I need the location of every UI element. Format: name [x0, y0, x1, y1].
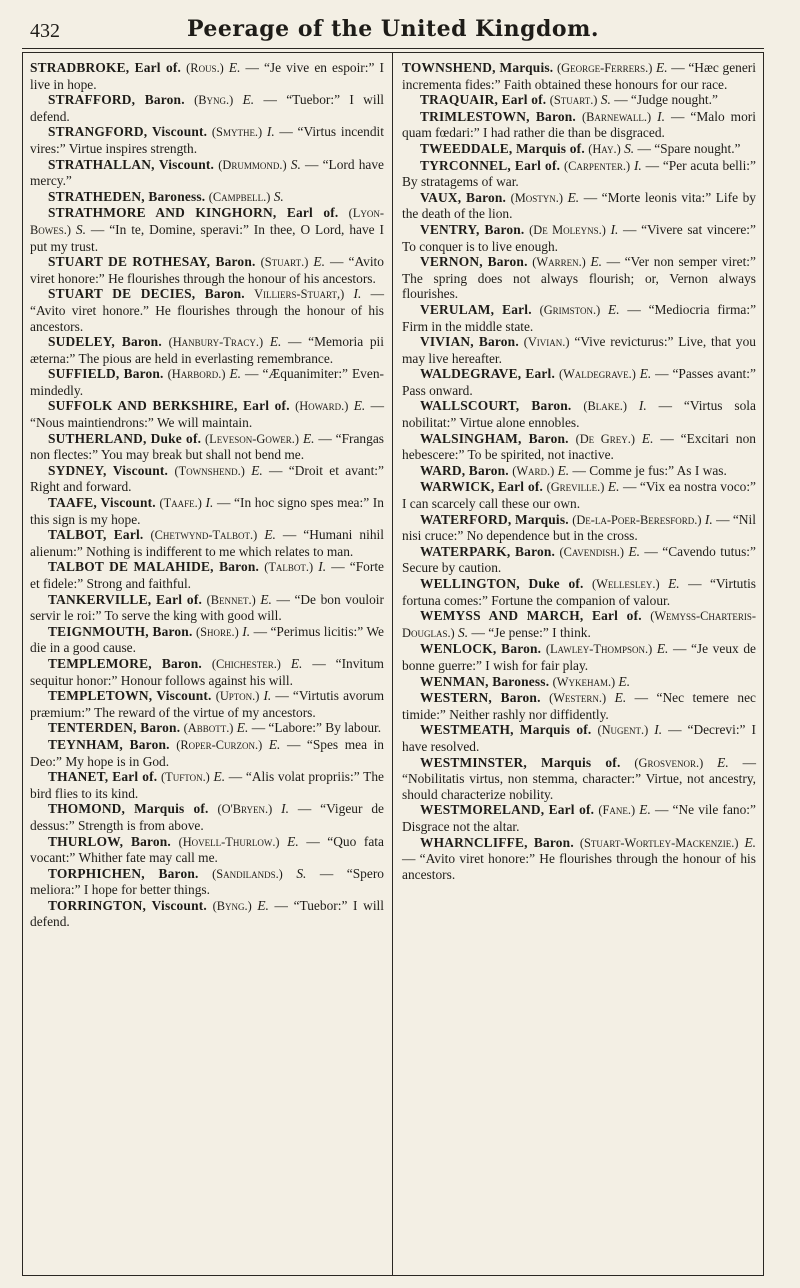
- peerage-entry: [402, 512, 756, 544]
- entry-peerage-abbr: E.: [353, 398, 366, 414]
- peerage-entry: [402, 158, 756, 190]
- entry-title: THANET, Earl of.: [48, 769, 158, 785]
- entry-title: VENTRY, Baron.: [420, 221, 525, 237]
- peerage-entry: [30, 834, 384, 866]
- entry-motto: — “Æquanimiter:” Even-mindedly.: [30, 366, 384, 398]
- entry-peerage-abbr: I.: [266, 124, 275, 140]
- entry-family-name: (Harbord.): [167, 367, 226, 382]
- peerage-entry: [402, 60, 756, 92]
- entry-family-name: (Ward.): [512, 463, 555, 478]
- entry-title: TEIGNMOUTH, Baron.: [48, 623, 193, 639]
- peerage-entry: [402, 802, 756, 834]
- entry-peerage-abbr: E.: [229, 366, 242, 382]
- entry-title: WENMAN, Baroness.: [420, 673, 550, 689]
- entry-family-name: (Howard.): [295, 399, 349, 414]
- peerage-entry: [402, 463, 756, 480]
- entry-peerage-abbr: I.: [318, 559, 327, 575]
- peerage-entry: [402, 431, 756, 463]
- peerage-entry: [402, 544, 756, 576]
- entry-family-name: (Upton.): [215, 689, 260, 704]
- entry-motto: — “Je pense:” I think.: [471, 624, 591, 640]
- peerage-entry: [30, 463, 384, 495]
- entry-peerage-abbr: I.: [281, 801, 289, 817]
- entry-motto: — “Humani nihil alienum:” Nothing is indifferent to me which relates to man.: [30, 527, 384, 559]
- entry-title: WALLSCOURT, Baron.: [420, 398, 572, 414]
- entry-motto: — “Virtutis fortuna comes:” Fortune the companion of valour.: [402, 576, 757, 608]
- entry-peerage-abbr: E.: [590, 254, 602, 270]
- entry-family-name: (Sandilands.): [212, 866, 283, 881]
- entry-title: STRADBROKE, Earl of.: [30, 60, 182, 75]
- entry-family-name: (Cavendish.): [559, 544, 624, 559]
- peerage-entry: [30, 189, 384, 206]
- entry-family-name: (Stuart-Wortley-Mackenzie.): [579, 835, 739, 850]
- peerage-entry: [30, 334, 384, 366]
- peerage-entry: [402, 366, 756, 398]
- entry-title: WHARNCLIFFE, Baron.: [420, 834, 574, 850]
- entry-motto: — “Hæc generi incrementa fides:” Faith obtained these honours for our race.: [402, 60, 756, 92]
- peerage-entry: [402, 109, 756, 141]
- entry-motto: — “Spare nought.”: [637, 140, 741, 156]
- entry-motto: — “Spero meliora:” I hope for better things.: [30, 865, 384, 898]
- peerage-entry: [402, 608, 756, 641]
- entry-motto: — “Per acuta belli:” By stratagems of war.: [402, 157, 756, 190]
- entry-motto: — “Nobilitatis virtus, non stemma, character:” Virtue, not ancestry, should characterize nobility.: [402, 754, 756, 802]
- entry-family-name: (Campbell.): [208, 189, 271, 204]
- entry-family-name: (Wemyss-Charteris-Douglas.): [402, 609, 756, 640]
- entry-motto: — “Alis volat propriis:” The bird flies to its kind.: [30, 769, 384, 801]
- entry-peerage-abbr: I.: [205, 495, 214, 511]
- entry-peerage-abbr: S.: [600, 92, 611, 108]
- entry-title: WATERFORD, Marquis.: [420, 511, 569, 527]
- entry-title: SUDELEY, Baron.: [48, 334, 162, 350]
- entry-family-name: (De-la-Poer-Beresford.): [572, 512, 702, 527]
- entry-motto: “Vive revicturus:” Live, that you may live hereafter.: [402, 334, 756, 366]
- entry-title: STRATHEDEN, Baroness.: [48, 188, 206, 204]
- peerage-entry: [30, 866, 384, 898]
- entry-title: TORRINGTON, Viscount.: [48, 897, 207, 913]
- entry-title: WESTMEATH, Marquis of.: [420, 722, 592, 738]
- entry-peerage-abbr: I.: [638, 398, 647, 414]
- peerage-entry: [30, 559, 384, 591]
- entry-motto: — “Vix ea nostra voco:” I can scarcely call these our own.: [402, 479, 756, 512]
- entry-peerage-abbr: E.: [656, 60, 668, 75]
- entry-title: VIVIAN, Baron.: [420, 334, 519, 350]
- entry-motto: — “Mediocria firma:” Firm in the middle state.: [402, 301, 757, 334]
- entry-peerage-abbr: I.: [263, 688, 272, 704]
- entry-motto: — “In hoc signo spes mea:” In this sign is my hope.: [30, 495, 384, 527]
- entry-motto: — “Virtutis avorum præmium:” The reward of the virtue of my ancestors.: [30, 688, 384, 720]
- entry-peerage-abbr: E.: [618, 673, 631, 689]
- peerage-entry: [30, 205, 384, 254]
- entry-title: STUART DE ROTHESAY, Baron.: [48, 254, 256, 270]
- peerage-entry: [402, 334, 756, 366]
- entry-title: SUFFOLK AND BERKSHIRE, Earl of.: [48, 398, 290, 414]
- entry-family-name: (Byng.): [194, 93, 234, 108]
- peerage-entry: [402, 641, 756, 673]
- entry-family-name: (Taafe.): [159, 496, 202, 511]
- entry-motto: — “Lord have mercy.”: [30, 156, 384, 189]
- entry-peerage-abbr: I.: [242, 623, 251, 639]
- entry-motto: — “Je veux de bonne guerre:” I wish for fair play.: [402, 641, 756, 673]
- entry-title: VERNON, Baron.: [420, 254, 528, 270]
- entry-motto: — “Frangas non flectes:” You may break but shall not bend me.: [30, 430, 384, 463]
- entry-peerage-abbr: E.: [313, 254, 325, 270]
- entry-title: TEMPLEMORE, Baron.: [48, 655, 202, 671]
- entry-peerage-abbr: E.: [567, 189, 580, 205]
- entry-title: TORPHICHEN, Baron.: [48, 865, 199, 881]
- entry-motto: — “Malo mori quam fœdari:” I had rather die than be disgraced.: [402, 108, 756, 141]
- peerage-entry: [402, 190, 756, 222]
- entry-family-name: (Hay.): [588, 141, 621, 156]
- entry-motto: — “Excitari non hebescere:” To be spirited, not inactive.: [402, 430, 756, 463]
- entry-motto: — “De bon vouloir servir le roi:” To serve the king with good will.: [30, 591, 384, 624]
- entry-motto: — “Invitum sequitur honor:” Honour follows against his will.: [30, 655, 384, 688]
- entry-title: STRANGFORD, Viscount.: [48, 124, 208, 140]
- entry-family-name: (O'Bryen.): [217, 802, 273, 817]
- entry-family-name: (Stuart.): [260, 255, 309, 270]
- entry-motto: — “Decrevi:” I have resolved.: [402, 722, 756, 754]
- entry-family-name: (Carpenter.): [564, 158, 631, 173]
- entry-family-name: (Warren.): [532, 255, 586, 270]
- peerage-entry: [402, 141, 756, 158]
- entry-motto: — “Vigeur de dessus:” Strength is from above.: [30, 801, 384, 833]
- peerage-entry: [30, 398, 384, 430]
- entry-motto: — “Virtus incendit vires:” Virtue inspires strength.: [30, 124, 384, 156]
- entry-peerage-abbr: E.: [260, 591, 272, 607]
- entry-peerage-abbr: E.: [717, 754, 729, 770]
- entry-title: WENLOCK, Baron.: [420, 641, 542, 657]
- entry-motto: — “Forte et fidele:” Strong and faithful.: [30, 559, 384, 591]
- entry-peerage-abbr: E.: [242, 92, 255, 108]
- entry-title: VERULAM, Earl.: [420, 301, 532, 317]
- page-header: [22, 14, 764, 46]
- entry-motto: — “Ver non semper viret:” The spring does not always flourish; or, Vernon always flourishes.: [402, 254, 756, 302]
- entry-title: TALBOT DE MALAHIDE, Baron.: [48, 559, 260, 575]
- running-title: Peerage of the United Kingdom.: [186, 16, 600, 42]
- entry-family-name: (Drummond.): [218, 157, 287, 172]
- peerage-entry: [30, 898, 384, 930]
- entry-peerage-abbr: S.: [458, 624, 469, 640]
- entry-family-name: (Chetwynd-Talbot.): [150, 528, 258, 543]
- entry-title: STRATHMORE AND KINGHORN, Earl of.: [48, 205, 339, 221]
- entry-family-name: (Tufton.): [161, 770, 210, 785]
- entry-motto: — “Ne vile fano:” Disgrace not the altar.: [402, 802, 756, 834]
- page-number: 432: [30, 20, 60, 42]
- entry-family-name: (Wellesley.): [592, 577, 660, 591]
- entry-title: WALDEGRAVE, Earl.: [420, 366, 556, 382]
- entry-family-name: (Barnewall.): [581, 109, 652, 124]
- entry-title: THOMOND, Marquis of.: [48, 801, 209, 817]
- entry-family-name: (Lyon-Bowes.): [30, 206, 384, 237]
- entry-motto: — “Tuebor:” I will defend.: [30, 92, 385, 124]
- entry-family-name: (Smythe.): [211, 125, 263, 140]
- entry-peerage-abbr: S.: [75, 221, 86, 237]
- entry-motto: — “Vivere sat vincere:” To conquer is to live enough.: [402, 221, 756, 254]
- entry-family-name: (Roper-Curzon.): [176, 737, 263, 752]
- peerage-entry: [30, 801, 384, 833]
- entry-peerage-abbr: E.: [228, 60, 241, 75]
- peerage-entry: [402, 690, 756, 722]
- entry-motto: — “Cavendo tutus:” Secure by caution.: [402, 543, 756, 576]
- peerage-entry: [402, 674, 756, 691]
- entry-peerage-abbr: E.: [257, 897, 269, 913]
- entry-family-name: (Stuart.): [549, 93, 598, 108]
- left-column: [30, 60, 384, 930]
- entry-motto: — “Judge nought.”: [614, 92, 718, 108]
- entry-motto: — “Spes mea in Deo:” My hope is in God.: [30, 736, 384, 769]
- entry-peerage-abbr: E.: [213, 769, 226, 785]
- entry-family-name: (Blake.): [583, 399, 627, 414]
- peerage-entry: [30, 720, 384, 737]
- entry-title: TOWNSHEND, Marquis.: [402, 60, 554, 75]
- entry-motto: — Comme je fus:” As I was.: [572, 462, 727, 478]
- entry-title: SYDNEY, Viscount.: [48, 462, 169, 478]
- entry-family-name: (De Grey.): [575, 431, 635, 446]
- entry-family-name: (Lawley-Thompson.): [545, 642, 653, 657]
- peerage-entry: [30, 495, 384, 527]
- peerage-entry: [402, 398, 756, 430]
- entry-peerage-abbr: E.: [744, 834, 756, 850]
- entry-title: WEMYSS AND MARCH, Earl of.: [420, 608, 642, 624]
- entry-peerage-abbr: I.: [657, 108, 665, 124]
- entry-peerage-abbr: I.: [633, 157, 642, 173]
- entry-title: THURLOW, Baron.: [48, 833, 171, 849]
- entry-peerage-abbr: E.: [236, 720, 249, 736]
- entry-peerage-abbr: E.: [302, 430, 315, 446]
- peerage-entry: [30, 366, 384, 398]
- entry-title: TRIMLESTOWN, Baron.: [420, 108, 576, 124]
- entry-title: TALBOT, Earl.: [48, 527, 144, 543]
- peerage-entry: [402, 755, 756, 803]
- entry-family-name: (Wykeham.): [552, 674, 616, 689]
- entry-peerage-abbr: E.: [608, 301, 620, 317]
- entry-peerage-abbr: S.: [290, 156, 301, 172]
- peerage-entry: [30, 592, 384, 624]
- entry-title: WARWICK, Earl of.: [420, 479, 544, 495]
- peerage-entry: [30, 431, 384, 463]
- peerage-entry: [30, 60, 384, 92]
- entry-family-name: (Vivian.): [523, 335, 570, 350]
- entry-peerage-abbr: E.: [557, 462, 570, 478]
- entry-peerage-abbr: I.: [654, 722, 663, 738]
- entry-family-name: (Townshend.): [174, 463, 245, 478]
- entry-family-name: (Mostyn.): [510, 190, 564, 205]
- entry-peerage-abbr: E.: [269, 334, 282, 350]
- entry-family-name: (Grimston.): [539, 302, 601, 317]
- entry-motto: — “Perimus licitis:” We die in a good cause.: [30, 623, 384, 656]
- entry-title: STUART DE DECIES, Baron.: [48, 286, 245, 302]
- entry-title: TRAQUAIR, Earl of.: [420, 92, 547, 108]
- entry-motto: — “Passes avant:” Pass onward.: [402, 366, 756, 398]
- entry-peerage-abbr: E.: [614, 690, 627, 706]
- entry-peerage-abbr: E.: [668, 576, 680, 591]
- entry-peerage-abbr: S.: [296, 865, 307, 881]
- peerage-entry: [402, 576, 756, 608]
- entry-peerage-abbr: E.: [639, 802, 651, 818]
- entry-title: SUTHERLAND, Duke of.: [48, 430, 202, 446]
- entry-motto: — “Avito viret honore:” He flourishes through the honour of his ancestors.: [30, 254, 384, 286]
- peerage-entry: [30, 737, 384, 769]
- entry-title: TENTERDEN, Baron.: [48, 720, 181, 736]
- entry-title: WATERPARK, Baron.: [420, 543, 556, 559]
- entry-motto: — “Nous maintiendrons:” We will maintain.: [30, 398, 384, 431]
- entry-family-name: (Byng.): [212, 898, 252, 913]
- peerage-entry: [30, 624, 384, 656]
- entry-title: TAAFE, Viscount.: [48, 495, 156, 511]
- entry-family-name: (Nugent.): [597, 723, 649, 738]
- entry-motto: — “Je vive en espoir:” I live in hope.: [30, 60, 384, 92]
- entry-motto: — “Morte leonis vita:” Life by the death of the lion.: [402, 189, 756, 222]
- entry-peerage-abbr: E.: [641, 430, 654, 446]
- entry-title: TEYNHAM, Baron.: [48, 736, 170, 752]
- entry-motto: — “Virtus sola nobilitat:” Virtue alone ennobles.: [402, 398, 756, 431]
- peerage-entry: [30, 527, 384, 559]
- entry-family-name: (Greville.): [546, 480, 605, 495]
- entry-family-name: (Hovell-Thurlow.): [178, 834, 280, 849]
- entry-motto: — “Nil nisi cruce:” No dependence but in the cross.: [402, 511, 756, 544]
- entry-family-name: (Chichester.): [211, 656, 281, 671]
- entry-family-name: (Grosvenor.): [634, 755, 704, 770]
- entry-motto: — “Memoria pii æterna:” The pious are held in everlasting remembrance.: [30, 334, 384, 366]
- entry-family-name: (Abbott.): [183, 721, 234, 736]
- entry-motto: — “Droit et avant:” Right and forward.: [30, 462, 384, 495]
- entry-family-name: (Western.): [549, 691, 607, 706]
- peerage-entry: [30, 769, 384, 801]
- entry-title: STRATHALLAN, Viscount.: [48, 156, 215, 172]
- peerage-entry: [402, 92, 756, 109]
- entry-family-name: Villiers-Stuart,): [254, 287, 345, 302]
- entry-peerage-abbr: E.: [251, 462, 263, 478]
- entry-title: WELLINGTON, Duke of.: [420, 576, 584, 591]
- entry-family-name: (Waldegrave.): [558, 367, 636, 382]
- entry-family-name: (George-Ferrers.): [557, 61, 653, 75]
- entry-peerage-abbr: E.: [607, 479, 620, 495]
- peerage-entry: [402, 835, 756, 883]
- entry-family-name: (Fane.): [598, 803, 636, 818]
- entry-peerage-abbr: E.: [287, 833, 299, 849]
- entry-peerage-abbr: E.: [268, 736, 281, 752]
- entry-title: TWEEDDALE, Marquis of.: [420, 140, 585, 156]
- entry-peerage-abbr: S.: [273, 188, 284, 204]
- entry-title: WARD, Baron.: [420, 462, 509, 478]
- entry-title: TYRCONNEL, Earl of.: [420, 157, 561, 173]
- entry-motto: — “Avito viret honore.” He flourishes through the honour of his ancestors.: [30, 286, 384, 334]
- column-divider: [392, 52, 393, 1276]
- entry-title: STRAFFORD, Baron.: [48, 92, 185, 108]
- entry-peerage-abbr: I.: [704, 511, 713, 527]
- peerage-entry: [30, 688, 384, 720]
- entry-family-name: (De Moleyns.): [529, 222, 606, 237]
- entry-motto: — “Tuebor:” I will defend.: [30, 897, 384, 930]
- entry-title: TEMPLETOWN, Viscount.: [48, 688, 212, 704]
- entry-title: WESTMINSTER, Marquis of.: [420, 754, 621, 770]
- peerage-entry: [402, 479, 756, 511]
- peerage-entry: [402, 254, 756, 302]
- entry-peerage-abbr: E.: [264, 527, 276, 543]
- entry-title: WESTERN, Baron.: [420, 690, 541, 706]
- entry-peerage-abbr: I.: [610, 221, 619, 237]
- entry-family-name: (Bennet.): [206, 592, 256, 607]
- entry-motto: — “Nec temere nec timide:” Neither rashly nor diffidently.: [402, 690, 756, 722]
- entry-motto: — “Avito viret honore:” He flourishes through the honour of his ancestors.: [402, 851, 756, 882]
- entry-motto: — “Quo fata vocant:” Whither fate may call me.: [30, 833, 384, 866]
- entry-peerage-abbr: E.: [628, 543, 640, 559]
- entry-peerage-abbr: E.: [639, 366, 652, 382]
- entry-title: WALSINGHAM, Baron.: [420, 430, 569, 446]
- entry-title: SUFFIELD, Baron.: [48, 366, 164, 382]
- entry-title: TANKERVILLE, Earl of.: [48, 591, 203, 607]
- entry-title: VAUX, Baron.: [420, 189, 507, 205]
- peerage-entry: [30, 286, 384, 334]
- entry-family-name: (Leveson-Gower.): [205, 431, 300, 446]
- peerage-entry: [30, 92, 384, 124]
- peerage-entry: [30, 656, 384, 688]
- entry-motto: — “In te, Domine, speravi:” In thee, O Lord, have I put my trust.: [30, 221, 384, 254]
- entry-family-name: (Rous.): [186, 61, 224, 75]
- peerage-entry: [30, 254, 384, 286]
- header-rule: [22, 48, 764, 49]
- right-column: [402, 60, 756, 882]
- entry-title: WESTMORELAND, Earl of.: [420, 802, 595, 818]
- peerage-entry: [402, 222, 756, 254]
- entry-peerage-abbr: S.: [624, 140, 635, 156]
- entry-peerage-abbr: I.: [353, 286, 362, 302]
- peerage-entry: [402, 722, 756, 754]
- entry-family-name: (Shore.): [196, 624, 239, 639]
- peerage-entry: [402, 302, 756, 334]
- entry-peerage-abbr: E.: [290, 655, 303, 671]
- entry-family-name: (Hanbury-Tracy.): [168, 335, 264, 350]
- entry-motto: — “Labore:” By labour.: [251, 720, 382, 736]
- entry-family-name: (Talbot.): [264, 560, 314, 575]
- peerage-entry: [30, 157, 384, 189]
- peerage-entry: [30, 124, 384, 156]
- entry-peerage-abbr: E.: [656, 641, 669, 657]
